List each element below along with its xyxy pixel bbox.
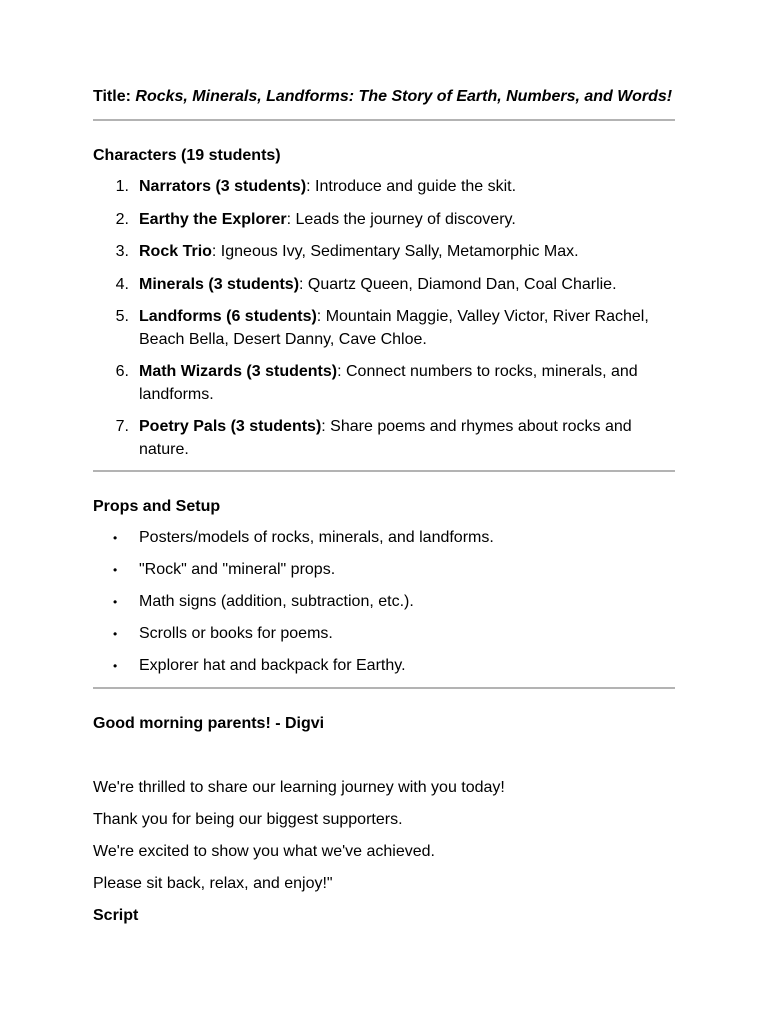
character-name: Minerals (3 students): [139, 275, 300, 293]
props-list: [93, 527, 675, 678]
character-desc: : Share poems and rhymes about rocks and nature.: [139, 418, 632, 458]
divider: [93, 119, 675, 121]
character-desc: : Igneous Ivy, Sedimentary Sally, Metamorphic Max.: [211, 243, 579, 260]
divider: [93, 470, 675, 472]
character-item: [93, 306, 675, 351]
greeting-line: Thank you for being our biggest supporters.: [93, 810, 403, 828]
character-item: [93, 176, 675, 199]
title-text: Rocks, Minerals, Landforms: The Story of Earth, Numbers, and Words!: [135, 88, 673, 105]
item-number: 3.: [115, 243, 129, 260]
character-desc: : Leads the journey of discovery.: [286, 210, 516, 228]
document-content: [93, 86, 675, 927]
greeting-line: Please sit back, relax, and enjoy!": [93, 874, 333, 892]
prop-text: Math signs (addition, subtraction, etc.).: [139, 593, 414, 610]
bullet-icon: •: [113, 627, 118, 641]
character-desc: : Introduce and guide the skit.: [306, 178, 517, 195]
bullet-icon: •: [113, 595, 118, 609]
script-heading: Script: [93, 906, 139, 924]
character-item: [93, 209, 675, 232]
character-name: Earthy the Explorer: [139, 210, 287, 228]
item-number: 7.: [115, 418, 129, 435]
item-number: 4.: [115, 275, 129, 293]
character-desc: : Quartz Queen, Diamond Dan, Coal Charlie.: [299, 275, 617, 293]
character-name: Rock Trio: [139, 243, 212, 260]
character-item: [93, 416, 675, 461]
prop-text: Scrolls or books for poems.: [139, 625, 333, 642]
prop-item: [93, 559, 675, 582]
bullet-icon: •: [113, 563, 118, 577]
character-desc: : Mountain Maggie, Valley Victor, River Rachel, Beach Bella, Desert Danny, Cave Chloe.: [139, 308, 649, 348]
prop-item: [93, 623, 675, 646]
props-heading: Props and Setup: [93, 498, 221, 515]
bullet-icon: •: [113, 531, 118, 545]
character-desc: : Connect numbers to rocks, minerals, and landforms.: [139, 363, 638, 403]
item-number: 2.: [115, 210, 129, 228]
character-item: [93, 361, 675, 406]
greeting-line: We're thrilled to share our learning journey with you today!: [93, 778, 505, 796]
character-name: Math Wizards (3 students): [139, 363, 338, 380]
prop-text: "Rock" and "mineral" props.: [139, 561, 336, 578]
prop-text: Explorer hat and backpack for Earthy.: [139, 657, 406, 674]
character-name: Narrators (3 students): [139, 178, 307, 195]
title-prefix: Title:: [93, 88, 131, 105]
item-number: 1.: [115, 178, 129, 195]
characters-heading: Characters (19 students): [93, 147, 281, 164]
item-number: 5.: [115, 308, 129, 325]
character-item: [93, 241, 675, 264]
characters-list: [93, 176, 675, 461]
prop-item: [93, 591, 675, 614]
character-name: Poetry Pals (3 students): [139, 418, 322, 435]
bullet-icon: •: [113, 659, 118, 673]
character-item: [93, 274, 675, 297]
greeting-line: We're excited to show you what we've achieved.: [93, 842, 435, 860]
greeting-heading: Good morning parents! - Digvi: [93, 714, 325, 732]
divider: [93, 687, 675, 689]
item-number: 6.: [115, 363, 129, 380]
prop-item: [93, 655, 675, 678]
prop-item: [93, 527, 675, 550]
prop-text: Posters/models of rocks, minerals, and landforms.: [139, 529, 494, 546]
document-title: [93, 86, 675, 108]
character-name: Landforms (6 students): [139, 308, 317, 325]
